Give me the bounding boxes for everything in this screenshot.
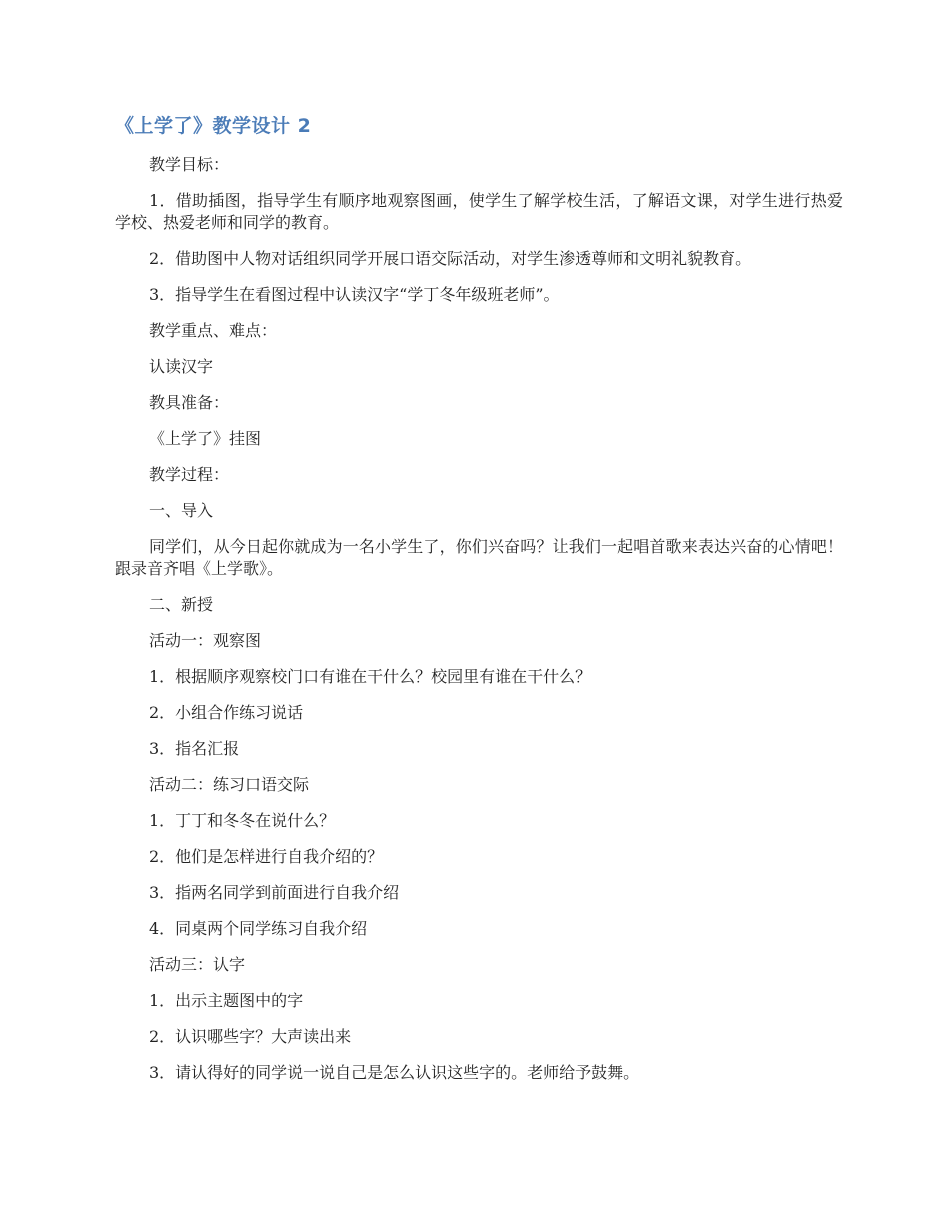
paragraph-activity-3: 活动三：认字 [149,955,246,974]
paragraph-activity-2: 活动二：练习口语交际 [149,775,310,794]
paragraph-activity-2-step-3: 3．指两名同学到前面进行自我介绍 [149,883,400,902]
paragraph-materials: 《上学了》挂图 [149,429,262,448]
paragraph-materials-heading: 教具准备： [149,393,230,412]
paragraph-activity-3-step-3: 3．请认得好的同学说一说自己是怎么认识这些字的。老师给予鼓舞。 [149,1063,640,1082]
paragraph-activity-1: 活动一：观察图 [149,631,262,650]
paragraph-activity-1-step-2: 2．小组合作练习说话 [149,703,304,722]
paragraph-intro-text: 同学们，从今日起你就成为一名小学生了，你们兴奋吗？让我们一起唱首歌来表达兴奋的心情吧！跟录音齐唱《上学歌》。 [115,537,843,578]
paragraph-activity-2-step-4: 4．同桌两个同学练习自我介绍 [149,919,368,938]
document-page [115,112,843,1098]
paragraph-goal-1: 1．借助插图，指导学生有顺序地观察图画，使学生了解学校生活，了解语文课，对学生进行热爱学校、热爱老师和同学的教育。 [115,191,843,232]
document-title: 《上学了》教学设计 2 [115,115,312,137]
paragraph-activity-3-step-1: 1．出示主题图中的字 [149,991,304,1010]
paragraph-activity-2-step-1: 1．丁丁和冬冬在说什么？ [149,811,336,830]
paragraph-goal-3: 3．指导学生在看图过程中认读汉字“学丁冬年级班老师”。 [149,285,560,304]
paragraph-section-intro: 一、导入 [149,501,214,520]
paragraph-activity-1-step-3: 3．指名汇报 [149,739,240,758]
paragraph-section-new: 二、新授 [149,595,214,614]
paragraph-goals-heading: 教学目标： [149,155,230,174]
paragraph-activity-1-step-1: 1．根据顺序观察校门口有谁在干什么？校园里有谁在干什么？ [149,667,592,686]
paragraph-activity-2-step-2: 2．他们是怎样进行自我介绍的？ [149,847,384,866]
paragraph-key-points-heading: 教学重点、难点： [149,321,278,340]
paragraph-process-heading: 教学过程： [149,465,230,484]
paragraph-activity-3-step-2: 2．认识哪些字？大声读出来 [149,1027,352,1046]
paragraph-goal-2: 2．借助图中人物对话组织同学开展口语交际活动，对学生渗透尊师和文明礼貌教育。 [149,249,752,268]
paragraph-key-points: 认读汉字 [149,357,214,376]
